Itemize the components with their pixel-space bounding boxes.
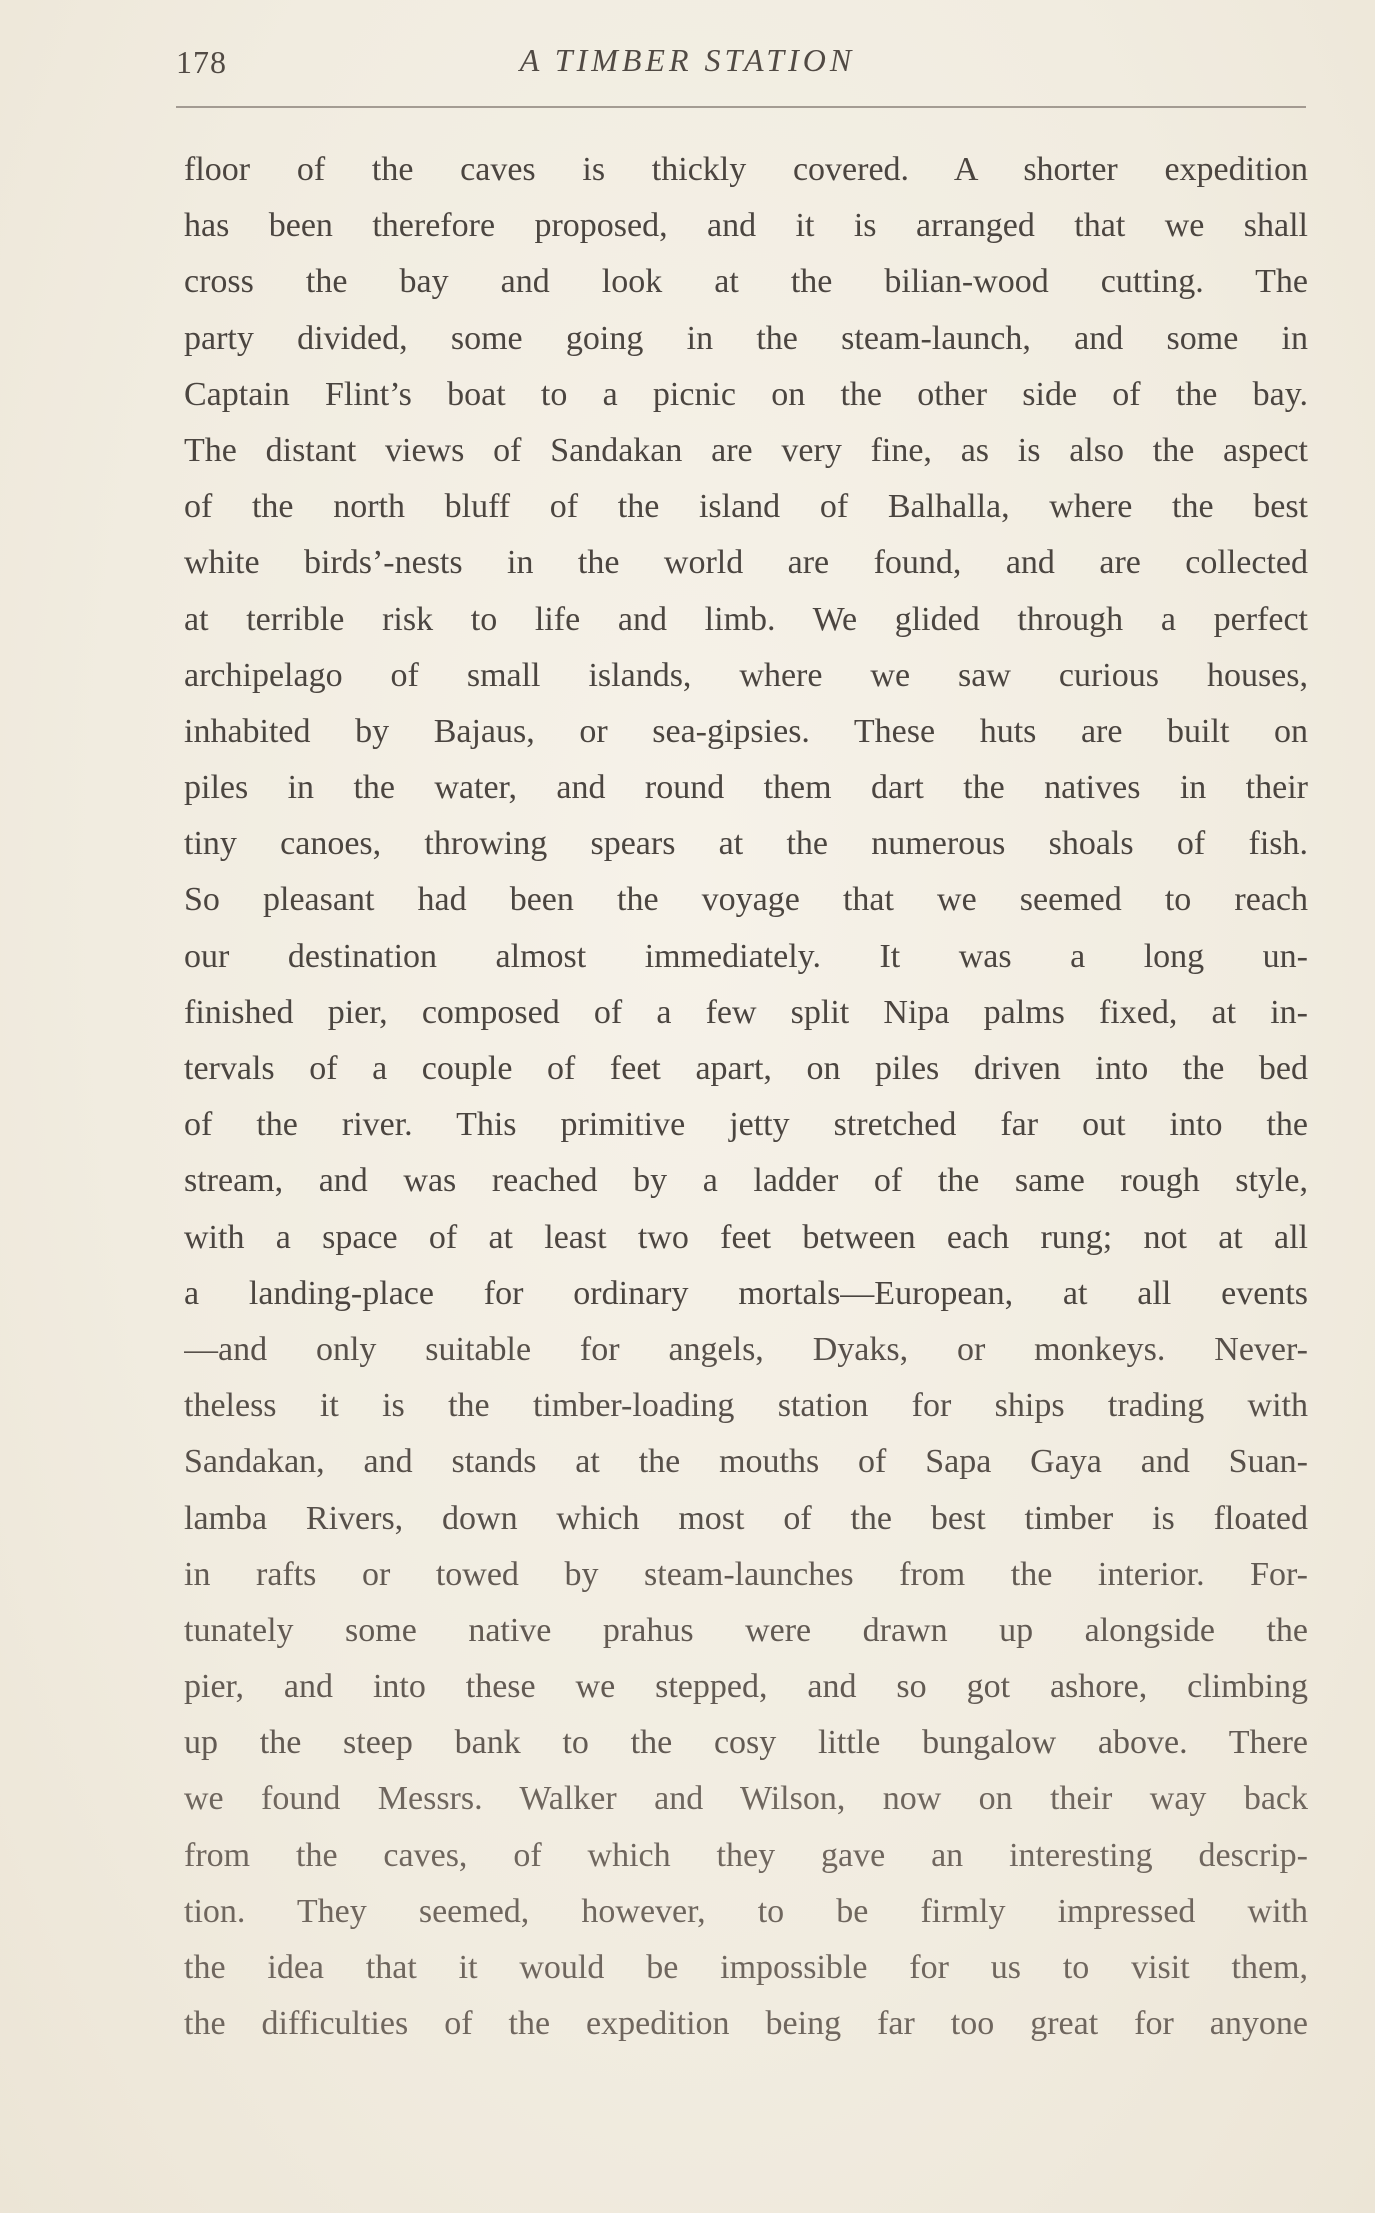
text-line: lamba Rivers, down which most of the best timber is floated xyxy=(184,1499,1308,1537)
text-line: of the north bluff of the island of Balhalla, where the best xyxy=(184,488,1308,526)
text-line: cross the bay and look at the bilian-wood cutting. The xyxy=(184,263,1308,301)
body-text xyxy=(184,142,1308,2052)
text-line: a landing-place for ordinary mortals—European, at all events xyxy=(184,1274,1308,1312)
text-line: our destination almost immediately. It was a long un- xyxy=(184,937,1308,975)
text-line: theless it is the timber-loading station for ships trading with xyxy=(184,1387,1308,1425)
text-line: tion. They seemed, however, to be firmly impressed with xyxy=(184,1892,1308,1930)
text-line: tiny canoes, throwing spears at the numerous shoals of fish. xyxy=(184,825,1308,863)
text-line: the idea that it would be impossible for us to visit them, xyxy=(184,1949,1308,1986)
text-line: archipelago of small islands, where we saw curious houses, xyxy=(184,656,1308,694)
text-line: white birds’-nests in the world are found, and are collected xyxy=(184,544,1308,582)
text-line: in rafts or towed by steam-launches from the interior. For- xyxy=(184,1555,1308,1593)
text-line: has been therefore proposed, and it is arranged that we shall xyxy=(184,207,1308,245)
text-line: —and only suitable for angels, Dyaks, or monkeys. Never- xyxy=(184,1330,1308,1368)
text-line: we found Messrs. Walker and Wilson, now on their way back xyxy=(184,1780,1308,1818)
text-line: inhabited by Bajaus, or sea-gipsies. These huts are built on xyxy=(184,712,1308,750)
text-line: finished pier, composed of a few split Nipa palms fixed, at in- xyxy=(184,993,1308,1031)
page-number: 178 xyxy=(176,44,227,80)
text-line: tervals of a couple of feet apart, on piles driven into the bed xyxy=(184,1050,1308,1087)
text-line: with a space of at least two feet between each rung; not at all xyxy=(184,1218,1308,1256)
text-line: Sandakan, and stands at the mouths of Sapa Gaya and Suan- xyxy=(184,1443,1308,1481)
header-rule xyxy=(176,106,1306,108)
text-line: The distant views of Sandakan are very fine, as is also the aspect xyxy=(184,431,1308,469)
text-line: up the steep bank to the cosy little bungalow above. There xyxy=(184,1724,1308,1762)
text-line: of the river. This primitive jetty stretched far out into the xyxy=(184,1106,1308,1144)
text-line: Captain Flint’s boat to a picnic on the other side of the bay. xyxy=(184,375,1308,413)
text-line: from the caves, of which they gave an interesting descrip- xyxy=(184,1836,1308,1874)
text-line: pier, and into these we stepped, and so got ashore, climbing xyxy=(184,1668,1308,1706)
text-line: the difficulties of the expedition being far too great for anyone xyxy=(184,2005,1308,2043)
text-line: So pleasant had been the voyage that we seemed to reach xyxy=(184,881,1308,919)
text-line: piles in the water, and round them dart the natives in their xyxy=(184,769,1308,807)
text-line: stream, and was reached by a ladder of the same rough style, xyxy=(184,1162,1308,1200)
text-line: tunately some native prahus were drawn up alongside the xyxy=(184,1611,1308,1649)
running-title: A TIMBER STATION xyxy=(519,42,856,78)
text-line: at terrible risk to life and limb. We glided through a perfect xyxy=(184,600,1308,638)
text-line: floor of the caves is thickly covered. A shorter expedition xyxy=(184,151,1308,188)
text-line: party divided, some going in the steam-launch, and some in xyxy=(184,319,1308,357)
